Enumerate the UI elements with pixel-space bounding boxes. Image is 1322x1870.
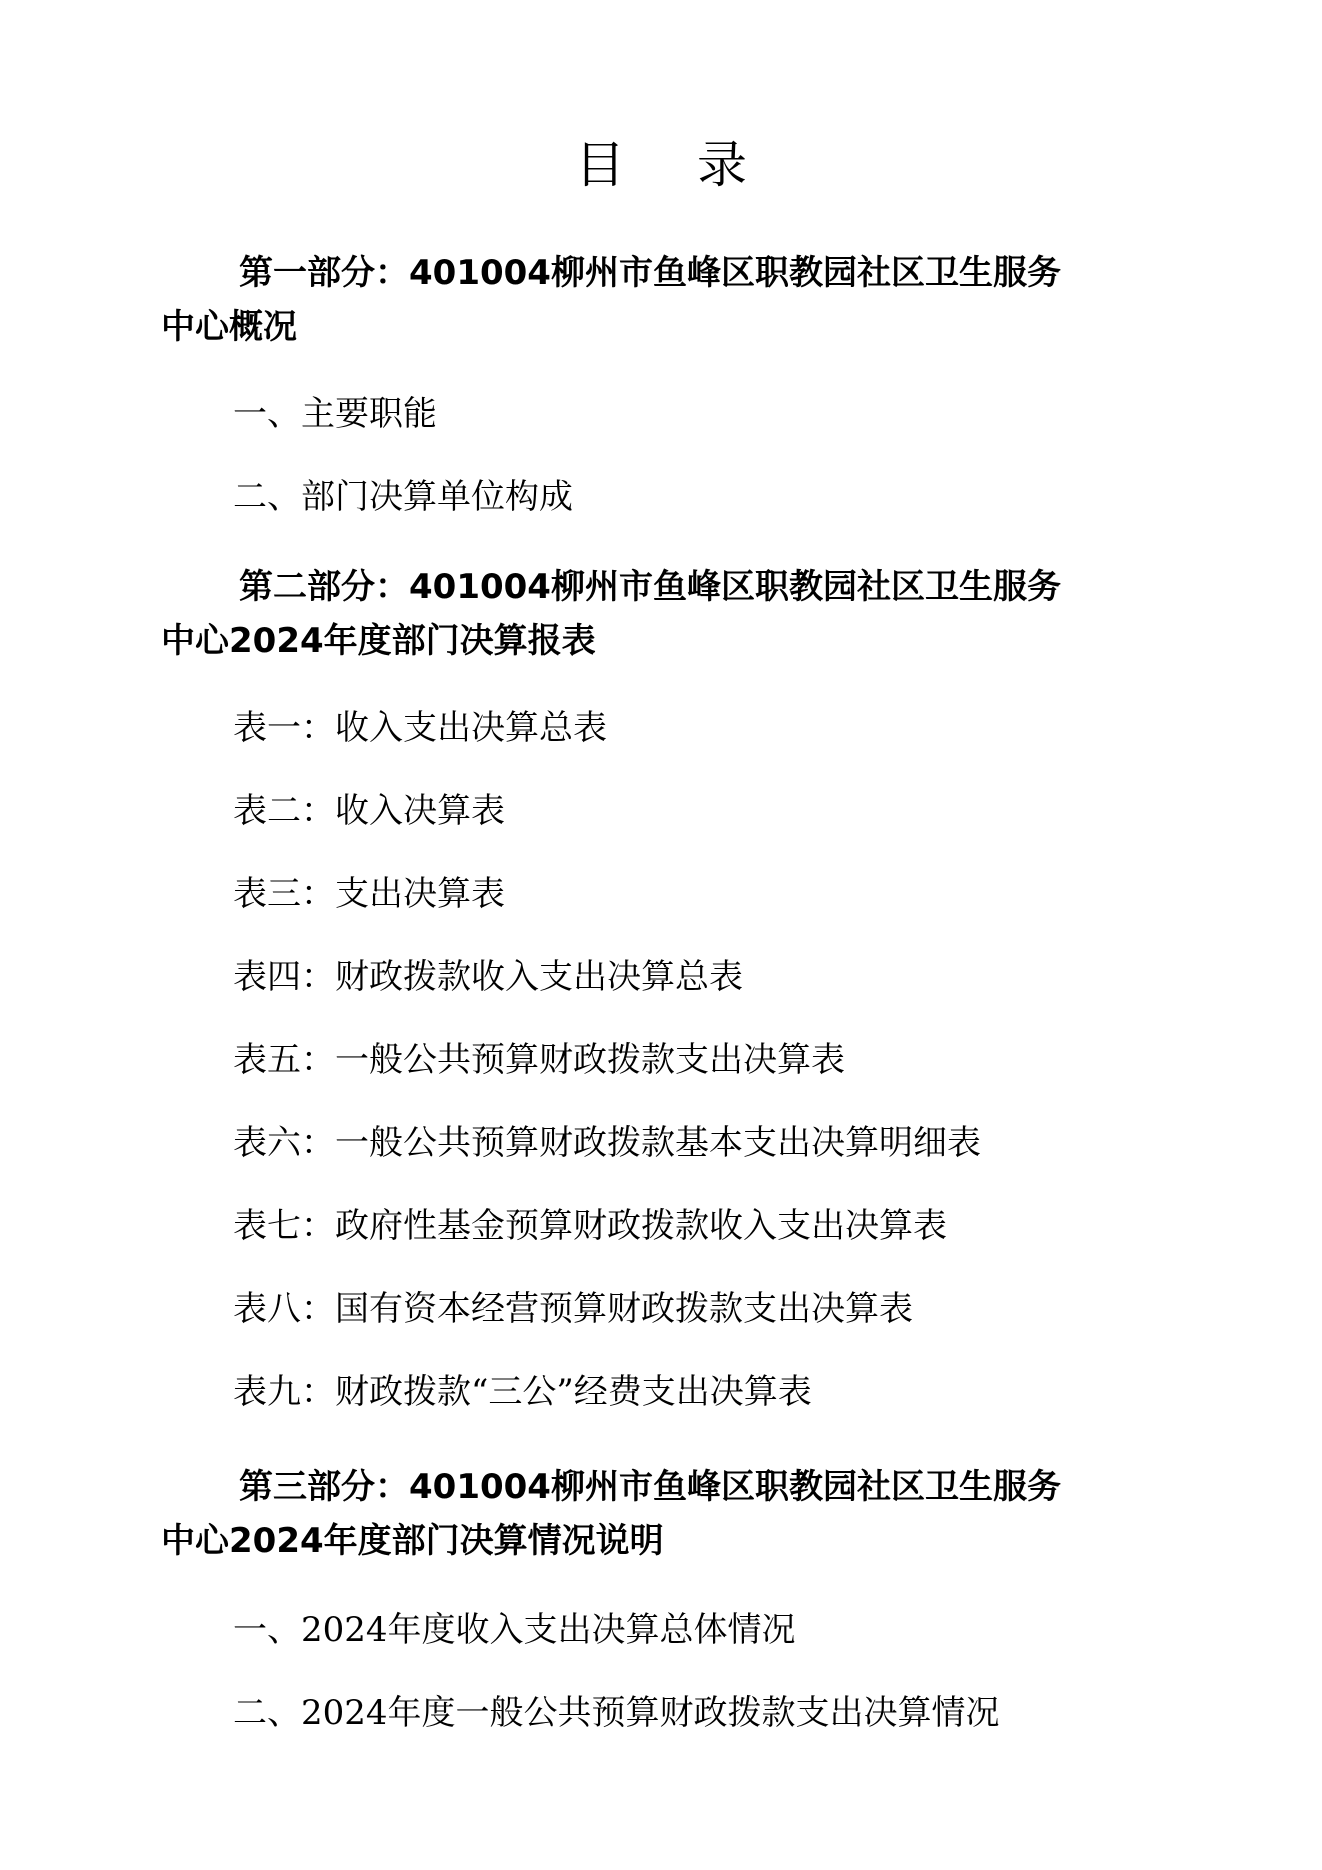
part1-heading: 第一部分：401004柳州市鱼峰区职教园社区卫生服务中心概况 (161, 253, 1061, 347)
part2-item-6: 表六：一般公共预算财政拨款基本支出决算明细表 (233, 1123, 981, 1163)
part2-item-2: 表二：收入决算表 (233, 791, 505, 831)
part2-item-9: 表九：财政拨款“三公”经费支出决算表 (233, 1372, 812, 1412)
part2-item-7: 表七：政府性基金预算财政拨款收入支出决算表 (233, 1206, 947, 1246)
part1-item-1: 一、主要职能 (233, 394, 437, 434)
part2-item-4: 表四：财政拨款收入支出决算总表 (233, 957, 743, 997)
part2-item-8: 表八：国有资本经营预算财政拨款支出决算表 (233, 1289, 913, 1329)
part3-item-1: 一、2024年度收入支出决算总体情况 (233, 1610, 796, 1650)
page-title: 目 录 (575, 136, 775, 194)
part3-item-2: 二、2024年度一般公共预算财政拨款支出决算情况 (233, 1693, 1000, 1733)
part1-item-2: 二、部门决算单位构成 (233, 477, 573, 517)
part2-heading: 第二部分：401004柳州市鱼峰区职教园社区卫生服务中心2024年度部门决算报表 (161, 567, 1061, 661)
part2-item-1: 表一：收入支出决算总表 (233, 708, 607, 748)
part2-item-3: 表三：支出决算表 (233, 874, 505, 914)
part3-heading: 第三部分：401004柳州市鱼峰区职教园社区卫生服务中心2024年度部门决算情况说明 (161, 1467, 1061, 1561)
part2-item-5: 表五：一般公共预算财政拨款支出决算表 (233, 1040, 845, 1080)
